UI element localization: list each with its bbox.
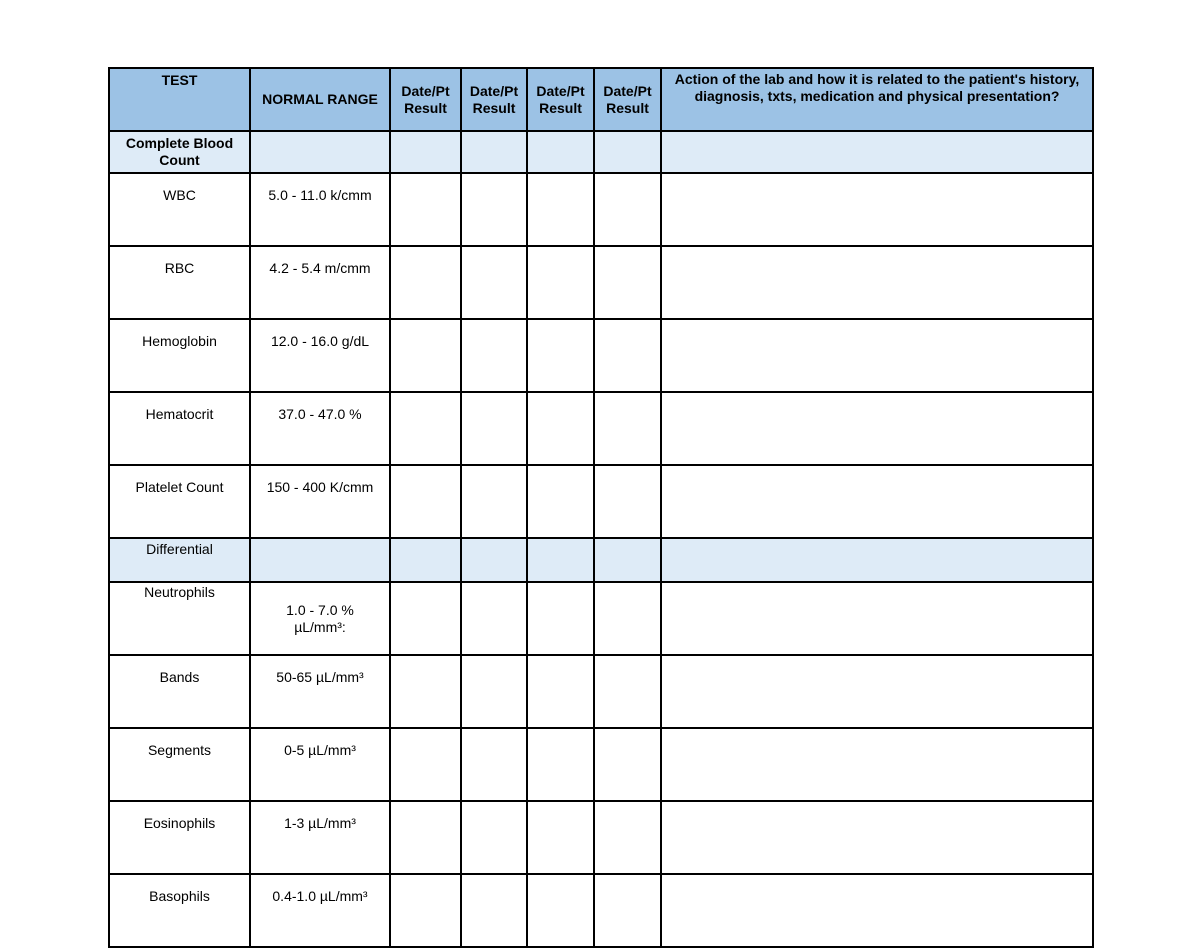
result-cell[interactable]: [461, 874, 527, 947]
result-cell[interactable]: [527, 655, 594, 728]
result-cell[interactable]: [461, 801, 527, 874]
result-cell[interactable]: [390, 728, 461, 801]
result-cell[interactable]: [594, 319, 661, 392]
result-cell[interactable]: [594, 392, 661, 465]
result-cell[interactable]: [594, 801, 661, 874]
result-cell[interactable]: [461, 173, 527, 246]
test-name: Hematocrit: [109, 392, 250, 465]
table-row-hematocrit: [109, 392, 1093, 465]
test-name: Bands: [109, 655, 250, 728]
result-cell[interactable]: [594, 655, 661, 728]
result-cell[interactable]: [461, 319, 527, 392]
normal-range: 12.0 - 16.0 g/dL: [250, 319, 390, 392]
result-cell[interactable]: [390, 465, 461, 538]
range-cell: [250, 538, 390, 582]
action-cell[interactable]: [661, 319, 1093, 392]
table-row-hemoglobin: [109, 319, 1093, 392]
action-cell[interactable]: [661, 874, 1093, 947]
result-cell[interactable]: [390, 173, 461, 246]
result-cell: [390, 538, 461, 582]
test-name: Hemoglobin: [109, 319, 250, 392]
result-cell[interactable]: [527, 319, 594, 392]
header-result-2: Date/Pt Result: [461, 68, 527, 131]
section-label-differential: Differential: [109, 538, 250, 582]
result-cell[interactable]: [527, 728, 594, 801]
test-name: WBC: [109, 173, 250, 246]
action-cell[interactable]: [661, 801, 1093, 874]
header-result-1: Date/Pt Result: [390, 68, 461, 131]
normal-range: 5.0 - 11.0 k/cmm: [250, 173, 390, 246]
normal-range: 0-5 µL/mm³: [250, 728, 390, 801]
test-name: Basophils: [109, 874, 250, 947]
result-cell[interactable]: [527, 392, 594, 465]
action-cell: [661, 538, 1093, 582]
normal-range: [250, 582, 390, 655]
result-cell[interactable]: [594, 728, 661, 801]
table-row-eosinophils: [109, 801, 1093, 874]
result-cell: [594, 131, 661, 173]
action-cell: [661, 131, 1093, 173]
section-row-cbc: [109, 131, 1093, 173]
action-cell[interactable]: [661, 173, 1093, 246]
result-cell[interactable]: [594, 246, 661, 319]
table-row-segments: [109, 728, 1093, 801]
header-action: Action of the lab and how it is related to the patient's history, diagnosis, txts, medication and physical presentation?: [661, 68, 1093, 131]
range-cell: [250, 131, 390, 173]
normal-range: 4.2 - 5.4 m/cmm: [250, 246, 390, 319]
header-normal-range: NORMAL RANGE: [250, 68, 390, 131]
result-cell[interactable]: [594, 874, 661, 947]
table-row-basophils: [109, 874, 1093, 947]
result-cell: [594, 538, 661, 582]
result-cell[interactable]: [461, 582, 527, 655]
result-cell[interactable]: [461, 246, 527, 319]
action-cell[interactable]: [661, 655, 1093, 728]
table-row-platelet-count: [109, 465, 1093, 538]
result-cell[interactable]: [527, 173, 594, 246]
result-cell[interactable]: [527, 874, 594, 947]
result-cell[interactable]: [390, 582, 461, 655]
action-cell[interactable]: [661, 728, 1093, 801]
action-cell[interactable]: [661, 582, 1093, 655]
result-cell[interactable]: [527, 801, 594, 874]
normal-range: 150 - 400 K/cmm: [250, 465, 390, 538]
result-cell[interactable]: [527, 465, 594, 538]
result-cell[interactable]: [390, 655, 461, 728]
section-row-differential: [109, 538, 1093, 582]
test-name: Neutrophils: [109, 582, 250, 655]
result-cell[interactable]: [461, 392, 527, 465]
table-row-rbc: [109, 246, 1093, 319]
result-cell: [527, 538, 594, 582]
result-cell[interactable]: [594, 173, 661, 246]
normal-range: 37.0 - 47.0 %: [250, 392, 390, 465]
result-cell[interactable]: [390, 801, 461, 874]
normal-range-line-2: µL/mm³:: [294, 618, 346, 635]
test-name: Eosinophils: [109, 801, 250, 874]
lab-values-table: [108, 67, 1094, 948]
header-row: [109, 68, 1093, 131]
result-cell[interactable]: [390, 246, 461, 319]
result-cell[interactable]: [390, 319, 461, 392]
result-cell[interactable]: [527, 246, 594, 319]
test-name: Segments: [109, 728, 250, 801]
result-cell: [461, 131, 527, 173]
normal-range: 0.4-1.0 µL/mm³: [250, 874, 390, 947]
header-result-4: Date/Pt Result: [594, 68, 661, 131]
result-cell[interactable]: [390, 874, 461, 947]
header-result-3: Date/Pt Result: [527, 68, 594, 131]
normal-range: 1-3 µL/mm³: [250, 801, 390, 874]
table-row-neutrophils: [109, 582, 1093, 655]
test-name: Platelet Count: [109, 465, 250, 538]
result-cell[interactable]: [461, 655, 527, 728]
action-cell[interactable]: [661, 465, 1093, 538]
test-name: RBC: [109, 246, 250, 319]
result-cell[interactable]: [461, 728, 527, 801]
result-cell[interactable]: [390, 392, 461, 465]
section-label-cbc: Complete Blood Count: [109, 131, 250, 173]
result-cell: [461, 538, 527, 582]
normal-range: 50-65 µL/mm³: [250, 655, 390, 728]
result-cell: [527, 131, 594, 173]
table-row-bands: [109, 655, 1093, 728]
result-cell[interactable]: [594, 465, 661, 538]
result-cell[interactable]: [594, 582, 661, 655]
action-cell[interactable]: [661, 392, 1093, 465]
action-cell[interactable]: [661, 246, 1093, 319]
result-cell[interactable]: [527, 582, 594, 655]
table-row-wbc: [109, 173, 1093, 246]
normal-range-line-1: 1.0 - 7.0 %: [286, 601, 354, 618]
header-test: TEST: [109, 68, 250, 131]
result-cell: [390, 131, 461, 173]
result-cell[interactable]: [461, 465, 527, 538]
